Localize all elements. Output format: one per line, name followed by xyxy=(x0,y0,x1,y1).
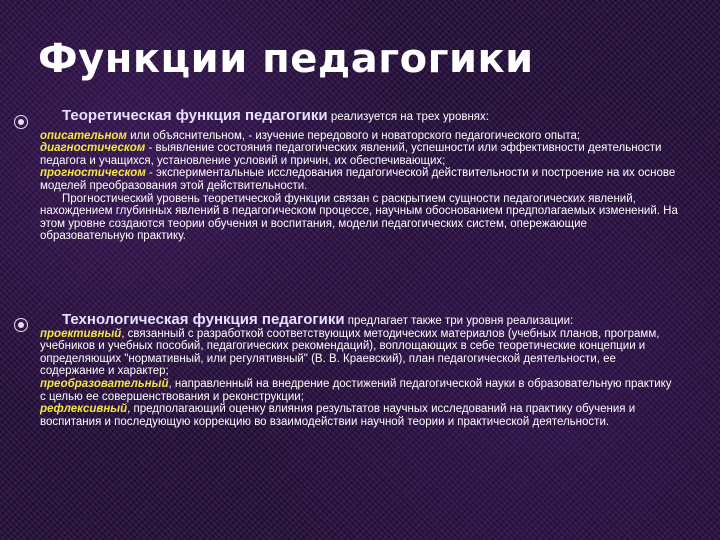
level-term: рефлексивный xyxy=(40,403,128,416)
list-item xyxy=(40,167,680,192)
level-term: прогностическом xyxy=(40,167,146,180)
bullet-icon xyxy=(14,318,28,332)
list-item xyxy=(40,403,680,428)
section-heading: Теоретическая функция педагогики xyxy=(62,107,328,124)
list-item xyxy=(40,130,680,143)
level-term: проективный xyxy=(40,327,122,340)
bullet-icon xyxy=(14,115,28,129)
paragraph: Прогностический уровень теоретической функции связан с раскрытием сущности педагогических явлений, нахождением глубинных явлений в педагогическом процессе, научным обоснованием предполагаемых изменений. На этом уровне создаются теории обучения и воспитания, модели педагогических систем, опережающие образовательную практику. xyxy=(40,192,678,243)
section-theoretical xyxy=(40,107,680,243)
list-item xyxy=(40,328,680,378)
level-term: диагностическом xyxy=(40,142,146,155)
section-technological xyxy=(40,311,680,428)
section-heading-tail: предлагает также три уровня реализации: xyxy=(344,315,574,327)
list-item xyxy=(40,378,680,403)
section-heading-tail: реализуется на трех уровнях: xyxy=(327,111,489,123)
level-text: , направленный на внедрение достижений педагогической науки в образовательную практику с целью ее совершенствования и реконструкции; xyxy=(40,377,672,403)
list-item xyxy=(40,142,680,167)
level-text: или объяснительном, - изучение передового и новаторского педагогического опыта; xyxy=(126,129,581,142)
level-term: преобразовательный xyxy=(40,377,169,390)
level-text: , предполагающий оценку влияния результатов научных исследований на практику обучения и воспитания и последующую коррекцию во взаимодействии научной теории и практической деятельности. xyxy=(40,403,636,428)
level-term: описательном xyxy=(40,129,127,142)
level-text: , связанный с разработкой соответствующих методических материалов (учебных планов, программ, учебников и учебных пособий, педагогических рекомендаций), воплощающих в себе теоретические концепции и определяющих "нормативный, или регулятивный" (В. В. Краевский), план педагогической деятельности, ее содержание и характер; xyxy=(40,327,660,378)
level-text: - выявление состояния педагогических явлений, успешности или эффективности деятельности педагога и учащихся, установление условий и причин, их обеспечивающих; xyxy=(40,142,662,167)
slide-title: Функции педагогики xyxy=(38,36,534,82)
level-text: - экспериментальные исследования педагогической действительности и построение на их основе моделей преобразования этой действительности. xyxy=(40,167,676,192)
section-heading: Технологическая функция педагогики xyxy=(62,311,345,328)
